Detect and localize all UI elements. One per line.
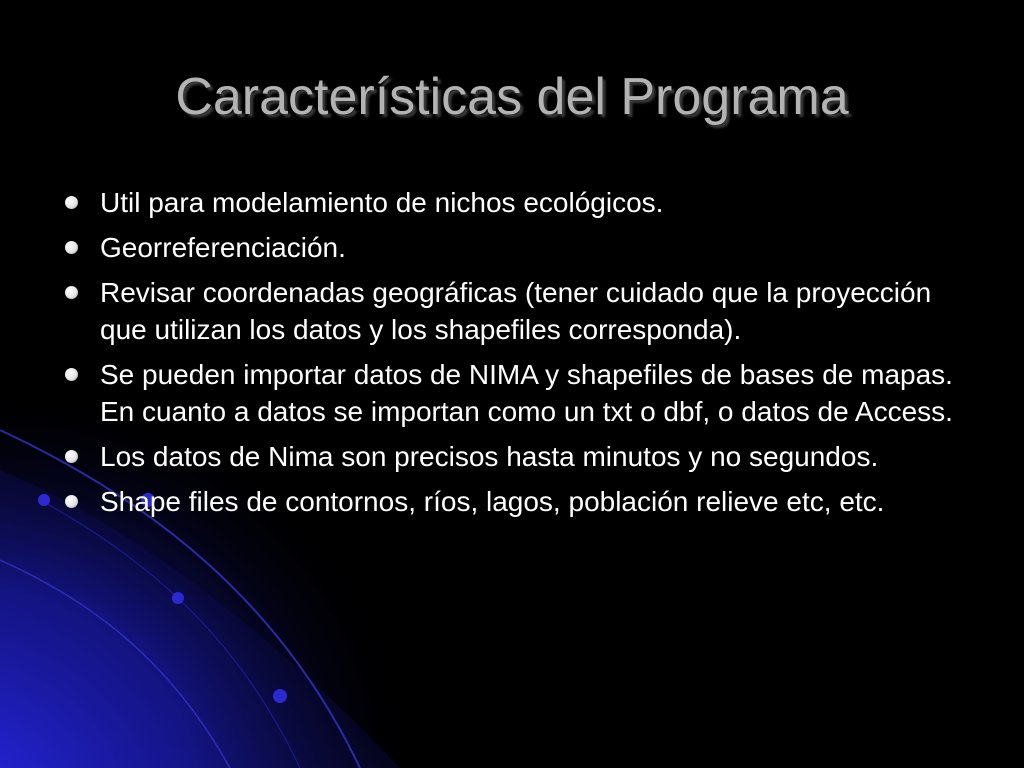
- bullet-list: [62, 184, 962, 528]
- bullet-text: Georreferenciación.: [100, 232, 346, 263]
- bullet-text: Shape files de contornos, ríos, lagos, población relieve etc, etc.: [100, 486, 885, 517]
- bullet-item: [62, 274, 962, 348]
- bullet-text: Los datos de Nima son precisos hasta minutos y no segundos.: [100, 441, 879, 472]
- bullet-dot-icon: [65, 495, 78, 508]
- bullet-text: Revisar coordenadas geográficas (tener cuidado que la proyección que utilizan los datos y los shapefiles corresponda).: [100, 277, 932, 345]
- bullet-item: [62, 483, 962, 520]
- bullet-dot-icon: [65, 241, 78, 254]
- bullet-text: Util para modelamiento de nichos ecológicos.: [100, 187, 664, 218]
- bullet-dot-icon: [65, 450, 78, 463]
- slide-title: Características del Programa: [175, 68, 849, 126]
- bullet-dot-icon: [65, 286, 78, 299]
- bullet-dot-icon: [65, 368, 78, 381]
- bullet-item: [62, 229, 962, 266]
- bullet-text: Se pueden importar datos de NIMA y shapefiles de bases de mapas. En cuanto a datos se importan como un txt o dbf, o datos de Access.: [100, 359, 953, 427]
- bullet-dot-icon: [65, 196, 78, 209]
- bullet-item: [62, 438, 962, 475]
- bullet-item: [62, 356, 962, 430]
- bullet-item: [62, 184, 962, 221]
